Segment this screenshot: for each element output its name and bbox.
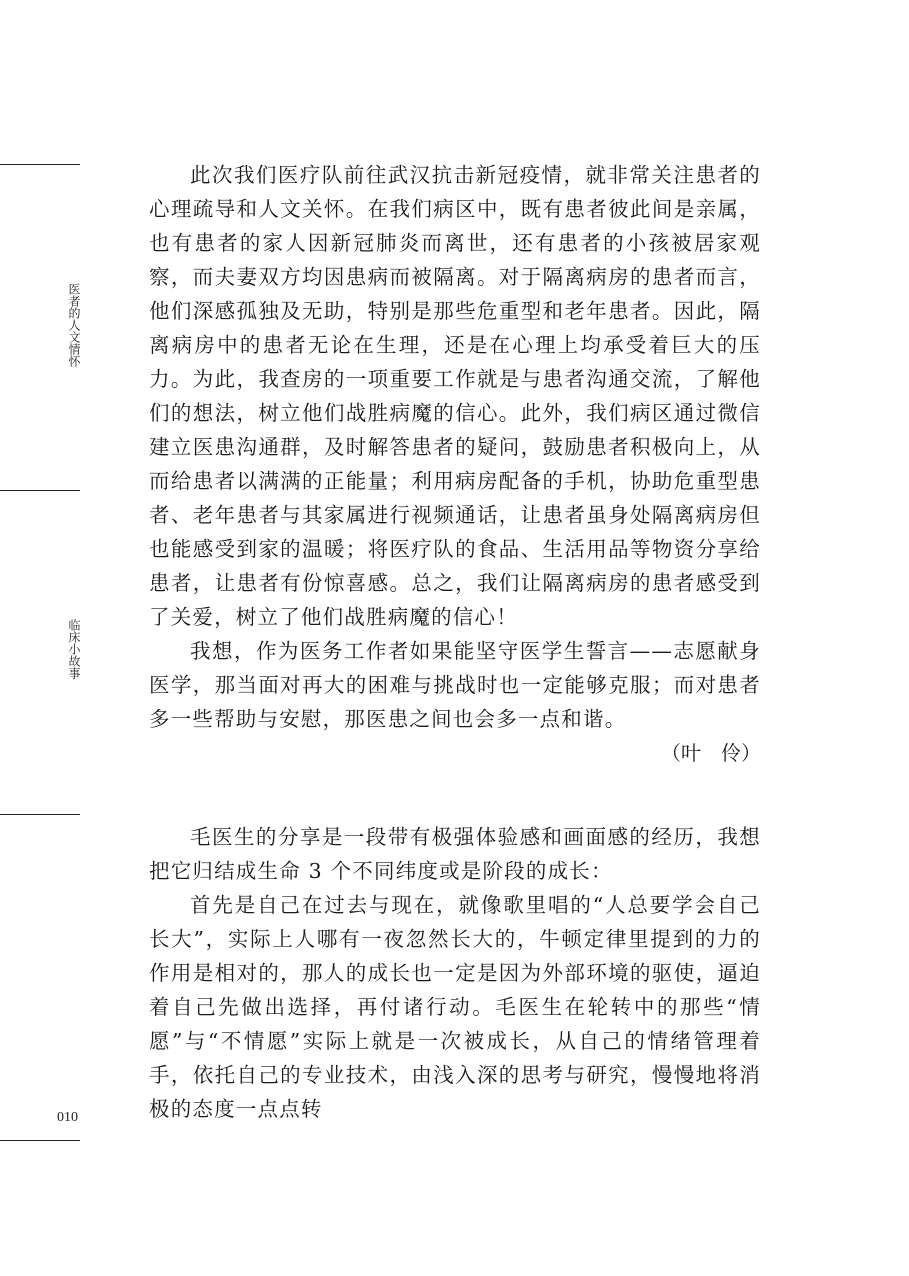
paragraph: 毛医生的分享是一段带有极强体验感和画面感的经历，我想把它归结成生命 3 个不同纬度或是阶段的成长：: [149, 825, 761, 883]
paragraph: 首先是自己在过去与现在，就像歌里唱的“人总要学会自己长大”，实际上人哪有一夜忽然长大的，牛顿定律里提到的力的作用是相对的，那人的成长也一定是因为外部环境的驱使，逼迫着自己先做出选择，再付诸行动。毛医生在轮转中的那些“情愿”与“不情愿”实际上就是一次被成长，从自己的情绪管理着手，依托自己的专业技术，由浅入深的思考与研究，慢慢地将消极的态度一点点转: [149, 893, 761, 1121]
paragraph: 此次我们医疗队前往武汉抗击新冠疫情，就非常关注患者的心理疏导和人文关怀。在我们病区中，既有患者彼此间是亲属，也有患者的家人因新冠肺炎而离世，还有患者的小孩被居家观察，而夫妻双方均因患病而被隔离。对于隔离病房的患者而言，他们深感孤独及无助，特别是那些危重型和老年患者。因此，隔离病房中的患者无论在生理，还是在心理上均承受着巨大的压力。为此，我查房的一项重要工作就是与患者沟通交流，了解他们的想法，树立他们战胜病魔的信心。此外，我们病区通过微信建立医患沟通群，及时解答患者的疑问，鼓励患者积极向上，从而给患者以满满的正能量；利用病房配备的手机，协助危重型患者、老年患者与其家属进行视频通话，让患者虽身处隔离病房但也能感受到家的温暖；将医疗队的食品、生活用品等物资分享给患者，让患者有份惊喜感。总之，我们让隔离病房的患者感受到了关爱，树立了他们战胜病魔的信心！: [149, 163, 761, 629]
running-head-section-title: 临床小故事: [67, 619, 81, 679]
margin-rule-4: [0, 1140, 80, 1141]
paragraph: 我想，作为医务工作者如果能坚守医学生誓言——志愿献身医学，那当面对再大的困难与挑战时也一定能够克服；而对患者多一些帮助与安慰，那医患之间也会多一点和谐。: [149, 639, 761, 731]
body-text: [149, 158, 761, 1126]
margin-rule-2: [0, 490, 80, 491]
section-gap: [149, 770, 761, 820]
author-signature: （叶 伶）: [661, 741, 761, 765]
margin-rule-3: [0, 814, 80, 815]
margin-rule-1: [0, 164, 80, 165]
page-number: 010: [57, 1110, 78, 1125]
running-head-book-title: 医者的人文情怀: [67, 283, 81, 367]
